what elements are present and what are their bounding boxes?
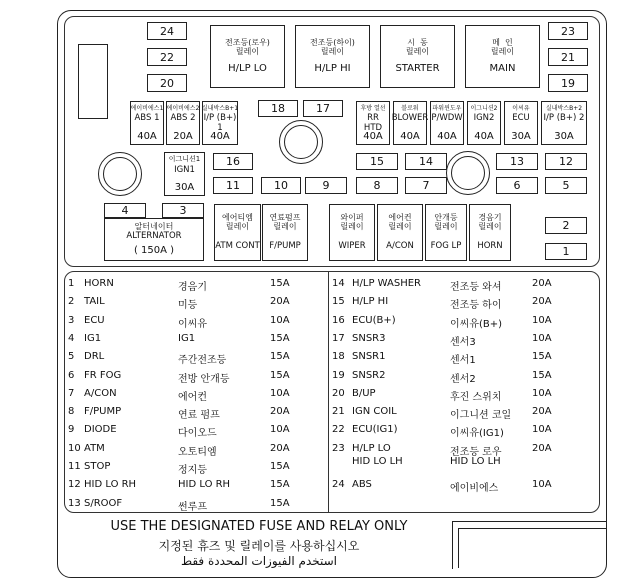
table-cell-ko: 오토티엠 [178, 446, 217, 458]
table-cell-ko: IG1 [178, 332, 196, 344]
table-cell-no: 5 [68, 351, 75, 363]
fuse-abs1-ko: 에이비에스1 [130, 105, 164, 112]
table-cell-ko: 이그니션 코일 [450, 410, 512, 422]
relay-hlp-hi-en: H/LP HI [314, 62, 351, 74]
fuse-4: 4 [104, 203, 146, 218]
table-cell-amp: 10A [270, 314, 290, 326]
fuse-ign1 [164, 152, 205, 196]
fuse-18: 18 [258, 100, 298, 117]
table-cell-amp: 15A [532, 351, 552, 363]
table-cell-no: 2 [68, 296, 75, 308]
table-cell-amp: 15A [270, 332, 290, 344]
table-cell-no: 4 [68, 332, 75, 344]
table-cell-no: 21 [332, 406, 345, 418]
table-cell-amp: 10A [270, 424, 290, 436]
fuse-16: 16 [213, 153, 253, 170]
table-cell-ko: 미등 [178, 300, 198, 312]
fuse-ign2-amp: 40A [474, 131, 494, 142]
table-cell-ko: 센서1 [450, 355, 476, 367]
table-cell-no: 9 [68, 424, 75, 436]
table-cell-name: ECU [84, 314, 105, 326]
fuse-rr-htd-en: RR HTD [363, 113, 383, 133]
table-cell-ko: HID LO LH [450, 455, 501, 467]
table-cell-amp: 10A [532, 332, 552, 344]
table-cell-ko: 전조등 하이 [450, 300, 502, 312]
fuse-pwdw-ko: 파워윈도우 [432, 105, 462, 112]
fuse-22: 22 [147, 48, 187, 66]
fuse-ign1-ko: 이그니션1 [168, 155, 201, 163]
table-cell-amp: 15A [270, 497, 290, 509]
relay-starter [380, 25, 455, 88]
relay-wiper-en: WIPER [338, 240, 366, 251]
alternator-ko: 알터네이터 [134, 222, 174, 232]
fuse-7: 7 [405, 177, 447, 194]
table-cell-ko: 전조등 로우 [450, 446, 502, 458]
table-cell-name: HORN [84, 278, 114, 289]
table-cell-ko: 이씨유(B+) [450, 318, 503, 330]
table-cell-amp: 20A [270, 296, 290, 308]
fuse-pwdw [430, 101, 464, 145]
fuse-2: 2 [545, 217, 587, 234]
table-cell-name: ECU(IG1) [352, 424, 398, 436]
fuse-10: 10 [261, 177, 301, 194]
table-cell-no: 16 [332, 314, 345, 326]
fuse-24: 24 [147, 22, 187, 40]
fuse-ip-b1 [202, 101, 238, 145]
relay-fog-lp [425, 204, 467, 261]
table-cell-amp: 10A [532, 387, 552, 399]
table-cell-name: B/UP [352, 387, 376, 399]
table-cell-amp: 20A [532, 296, 552, 308]
relay-main-ko: 메 인 릴레이 [490, 38, 515, 56]
table-cell-ko: 전조등 와셔 [450, 282, 502, 293]
table-cell-amp: 20A [270, 406, 290, 418]
fuse-ip-b2-en: I/P (B+) 2 [543, 113, 585, 123]
table-cell-no: 15 [332, 296, 345, 308]
table-cell-no: 1 [68, 278, 75, 289]
relay-fpump-en: F/PUMP [269, 240, 301, 251]
table-cell-name: SNSR1 [352, 351, 386, 363]
table-cell-ko: 센서3 [450, 336, 476, 348]
relay-main-en: MAIN [489, 62, 516, 74]
fuse-14: 14 [405, 153, 447, 170]
relay-acon-ko: 에어컨 릴레이 [388, 213, 412, 231]
table-cell-no: 7 [68, 387, 75, 399]
table-cell-ko: 에어컨 [178, 391, 207, 403]
table-cell-name: FR FOG [84, 369, 122, 381]
table-cell-name: IG1 [84, 332, 102, 344]
fuse-ip-b1-en: I/P (B+) 1 [203, 113, 237, 133]
table-cell-ko: 정지등 [178, 465, 207, 476]
fuse-abs1-en: ABS 1 [134, 113, 160, 123]
fuse-17: 17 [303, 100, 343, 117]
fuse-abs2 [166, 101, 200, 145]
fuse-13: 13 [496, 153, 538, 170]
table-cell-ko: 연료 펌프 [178, 410, 220, 422]
table-cell-no: 13 [68, 497, 81, 509]
table-cell-ko: 경음기 [178, 282, 207, 293]
relay-hlp-hi-ko: 전조등(하이) 릴레이 [310, 38, 355, 56]
fuse-blower-ko: 블로워 [401, 105, 419, 112]
table-cell-no: 3 [68, 314, 75, 326]
relay-fog-ko: 안개등 릴레이 [434, 213, 458, 231]
table-cell-name: S/ROOF [84, 497, 123, 509]
table-cell-ko: 이씨유(IG1) [450, 428, 504, 440]
fuse-pwdw-amp: 40A [437, 131, 457, 142]
table-cell-name: TAIL [84, 296, 105, 308]
table-cell-ko: 후진 스위치 [450, 391, 502, 403]
stud-terminal-right [446, 151, 490, 195]
fuse-ecu-ko: 이씨유 [512, 105, 530, 112]
fuse-6: 6 [496, 177, 538, 194]
table-cell-no: 10 [68, 442, 81, 454]
relay-atm-ko: 에어티엠 릴레이 [222, 213, 253, 231]
table-cell-name: DRL [84, 351, 105, 363]
relay-atm-cont [214, 204, 261, 261]
table-cell-name: H/LP HI [352, 296, 389, 308]
fuse-rr-htd-ko: 후방 열선 [360, 105, 386, 112]
fuse-ip-b2-ko: 실내박스B+2 [545, 105, 583, 112]
table-cell-name: F/PUMP [84, 406, 122, 418]
table-cell-amp: 15A [270, 479, 290, 491]
fuse-3: 3 [162, 203, 204, 218]
fuse-rr-htd-amp: 40A [363, 131, 383, 142]
fuse-19: 19 [548, 74, 588, 92]
table-cell-name: ECU(B+) [352, 314, 396, 326]
fuse-23: 23 [548, 22, 588, 40]
table-cell-amp: 15A [270, 461, 290, 472]
relay-wiper [329, 204, 375, 261]
relay-horn-ko: 경음기 릴레이 [478, 213, 502, 231]
warning-note-en: USE THE DESIGNATED FUSE AND RELAY ONLY [110, 519, 408, 534]
table-cell-name: IGN COIL [352, 406, 397, 418]
table-cell-name: SNSR3 [352, 332, 386, 344]
table-cell-name: ATM [84, 442, 105, 454]
relay-hlp-lo [210, 25, 285, 88]
fuse-abs2-ko: 에이비에스2 [166, 105, 200, 112]
table-cell-no: 19 [332, 369, 345, 381]
fuse-blower-en: BLOWER [391, 113, 429, 123]
fuse-ip-b1-amp: 40A [210, 131, 230, 142]
fuse-ip-b2 [541, 101, 587, 145]
fuse-abs1-amp: 40A [137, 131, 157, 142]
relay-hlp-hi [295, 25, 370, 88]
fuse-8: 8 [356, 177, 398, 194]
fuse-ecu-amp: 30A [511, 131, 531, 142]
table-cell-ko: 썬루프 [178, 501, 207, 513]
table-cell-no: 22 [332, 424, 345, 436]
table-cell-amp: 15A [532, 369, 552, 381]
table-cell-ko: 센서2 [450, 373, 476, 385]
table-cell-amp: 15A [270, 369, 290, 381]
table-cell-ko: 전방 안개등 [178, 373, 230, 385]
relay-horn-en: HORN [477, 240, 503, 251]
alternator-fuse [104, 218, 204, 261]
table-cell-name: ABS [352, 479, 372, 491]
fuse-ign2 [467, 101, 501, 145]
table-cell-name: A/CON [84, 387, 117, 399]
fuse-21: 21 [548, 48, 588, 66]
fuse-1: 1 [545, 243, 587, 260]
table-cell-no: 20 [332, 387, 345, 399]
table-cell-name: SNSR2 [352, 369, 386, 381]
fuse-5: 5 [545, 177, 587, 194]
table-cell-name: H/LP LO [352, 442, 391, 454]
table-cell-no: 8 [68, 406, 75, 418]
relay-hlp-lo-en: H/LP LO [228, 62, 267, 74]
relay-hlp-lo-ko: 전조등(로우) 릴레이 [225, 38, 270, 56]
table-cell-amp: 20A [532, 442, 552, 454]
fuse-20: 20 [147, 74, 187, 92]
fuse-pwdw-en: P/WDW [431, 113, 463, 123]
fuse-ecu [504, 101, 538, 145]
table-cell-amp: 10A [532, 424, 552, 436]
table-cell-no: 23 [332, 442, 345, 454]
relay-starter-ko: 시 동 릴레이 [405, 38, 430, 56]
relay-fpump-ko: 연료펌프 릴레이 [269, 213, 301, 231]
fuse-rr-htd [356, 101, 390, 145]
alternator-amp: ( 150A ) [133, 244, 175, 256]
table-cell-no: 12 [68, 479, 81, 491]
table-cell-amp: 10A [532, 479, 552, 491]
fuse-blower-amp: 40A [400, 131, 420, 142]
fuse-ign1-amp: 30A [174, 182, 195, 193]
fuse-9: 9 [305, 177, 347, 194]
table-cell-no: 18 [332, 351, 345, 363]
table-cell-amp: 10A [270, 387, 290, 399]
relay-wiper-ko: 와이퍼 릴레이 [340, 213, 364, 231]
relay-atm-en: ATM CONT [215, 240, 260, 251]
table-cell-amp: 20A [532, 406, 552, 418]
table-cell-no: 11 [68, 461, 81, 472]
fuse-ign2-en: IGN2 [473, 113, 495, 123]
table-cell-name: H/LP WASHER [352, 278, 421, 289]
warning-note-ar: استخدم الفيوزات المحددة فقط [180, 554, 338, 568]
table-cell-ko: 이씨유 [178, 318, 207, 330]
table-cell-amp: 15A [270, 351, 290, 363]
blank-block [78, 44, 108, 119]
fuse-ecu-en: ECU [512, 113, 530, 123]
stud-terminal-left [98, 152, 142, 196]
table-cell-no: 24 [332, 479, 345, 491]
relay-main [465, 25, 540, 88]
label-corner-inner [458, 528, 606, 568]
relay-acon [377, 204, 423, 261]
fuse-abs1 [130, 101, 164, 145]
fuse-ip-b2-amp: 30A [554, 131, 574, 142]
relay-horn [469, 204, 511, 261]
relay-fog-en: FOG LP [430, 240, 462, 251]
warning-note-ko: 지정된 휴즈 및 릴레이를 사용하십시오 [158, 539, 360, 553]
fuse-ign2-ko: 이그니션2 [470, 105, 498, 112]
table-cell-no: 6 [68, 369, 75, 381]
table-cell-name: DIODE [84, 424, 117, 436]
fuse-blower [393, 101, 427, 145]
table-cell-ko: 에이비에스 [450, 483, 499, 495]
fuse-15: 15 [356, 153, 398, 170]
fuse-abs2-en: ABS 2 [170, 113, 196, 123]
table-cell-amp: 20A [532, 278, 552, 289]
table-cell-name: HID LO RH [84, 479, 137, 491]
fuse-abs2-amp: 20A [173, 131, 193, 142]
table-cell-amp: 10A [532, 314, 552, 326]
table-cell-amp: 15A [270, 278, 290, 289]
table-cell-name: HID LO LH [352, 455, 403, 467]
stud-terminal-center [279, 120, 323, 164]
table-cell-amp: 20A [270, 442, 290, 454]
fuse-ign1-en: IGN1 [174, 165, 195, 175]
table-cell-ko: HID LO RH [178, 479, 231, 491]
relay-fpump [262, 204, 308, 261]
fuse-ip-b1-ko: 실내박스B+1 [201, 105, 239, 112]
fuse-12: 12 [545, 153, 587, 170]
fuse-11: 11 [213, 177, 253, 194]
alternator-en: ALTERNATOR [126, 231, 182, 242]
table-cell-name: STOP [84, 461, 111, 472]
table-cell-ko: 다이오드 [178, 428, 217, 440]
table-cell-no: 14 [332, 278, 345, 289]
relay-starter-en: STARTER [395, 62, 440, 74]
table-cell-no: 17 [332, 332, 345, 344]
table-cell-ko: 주간전조등 [178, 355, 227, 367]
relay-acon-en: A/CON [386, 240, 414, 251]
table-column-divider [328, 272, 329, 512]
